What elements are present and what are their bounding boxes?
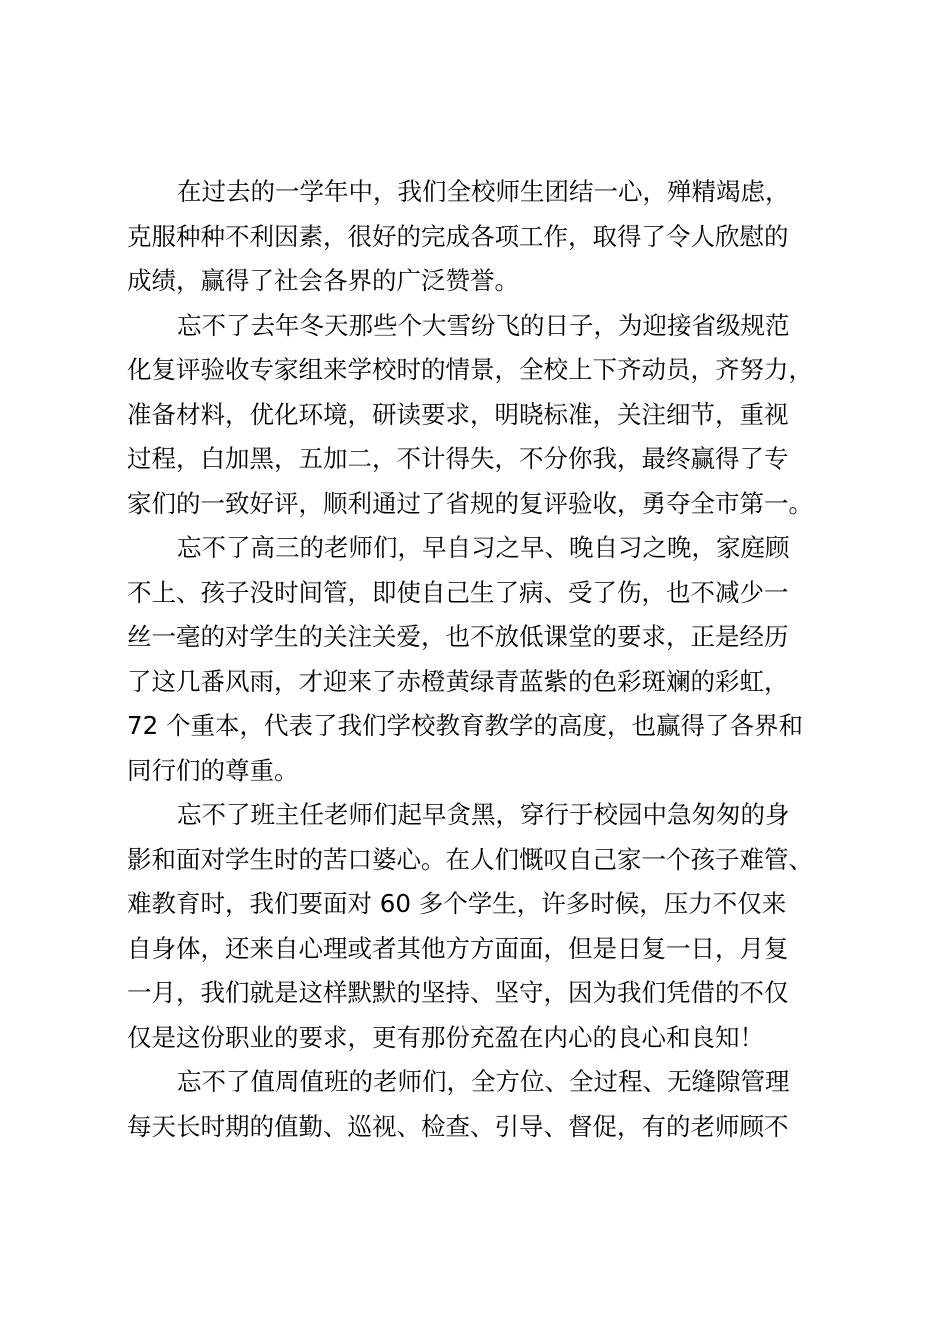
text-line: 克服种种不利因素，很好的完成各项工作，取得了令人欣慰的	[127, 221, 789, 251]
text-line: 丝一毫的对学生的关注关爱，也不放低课堂的要求，正是经历	[127, 622, 789, 651]
paragraph-first-line: 忘不了值周值班的老师们，全方位、全过程、无缝隙管理	[177, 1067, 790, 1096]
paragraph-first-line: 忘不了高三的老师们，早自习之早、晚自习之晚，家庭顾	[177, 533, 790, 562]
paragraph-first-line: 在过去的一学年中，我们全校师生团结一心，殚精竭虑，	[177, 177, 790, 206]
text-line: 每天长时期的值勤、巡视、检查、引导、督促，有的老师顾不	[127, 1111, 789, 1141]
text-line: 影和面对学生时的苦口婆心。在人们慨叹自己家一个孩子难管、	[127, 844, 813, 874]
text-line: 化复评验收专家组来学校时的情景，全校上下齐动员，齐努力，	[127, 355, 813, 384]
paragraph-first-line: 忘不了班主任老师们起早贪黑，穿行于校园中急匆匆的身	[177, 800, 790, 829]
text-line: 过程，白加黑，五加二，不计得失，不分你我，最终赢得了专	[127, 444, 789, 473]
text-line: 72 个重本，代表了我们学校教育教学的高度，也赢得了各界和	[127, 711, 803, 740]
text-line: 准备材料，优化环境，研读要求，明晓标准，关注细节，重视	[127, 399, 789, 429]
text-line: 难教育时，我们要面对 60 多个学生，许多时候，压力不仅来	[127, 889, 787, 918]
body-text	[127, 170, 839, 1149]
text-line: 家们的一致好评，顺利通过了省规的复评验收，勇夺全市第一。	[127, 488, 813, 518]
text-line: 一月，我们就是这样默默的坚持、坚守，因为我们凭借的不仅	[127, 978, 789, 1007]
text-line: 不上、孩子没时间管，即使自己生了病、受了伤，也不减少一	[127, 577, 789, 607]
text-line: 仅是这份职业的要求，更有那份充盈在内心的良心和良知！	[127, 1022, 764, 1052]
text-line: 成绩，赢得了社会各界的广泛赞誉。	[127, 266, 519, 295]
text-line: 同行们的尊重。	[127, 755, 299, 785]
text-line: 了这几番风雨，才迎来了赤橙黄绿青蓝紫的色彩斑斓的彩虹，	[127, 666, 789, 696]
paragraph-first-line: 忘不了去年冬天那些个大雪纷飞的日子，为迎接省级规范	[177, 310, 790, 340]
text-line: 自身体，还来自心理或者其他方方面面，但是日复一日，月复	[127, 933, 789, 963]
